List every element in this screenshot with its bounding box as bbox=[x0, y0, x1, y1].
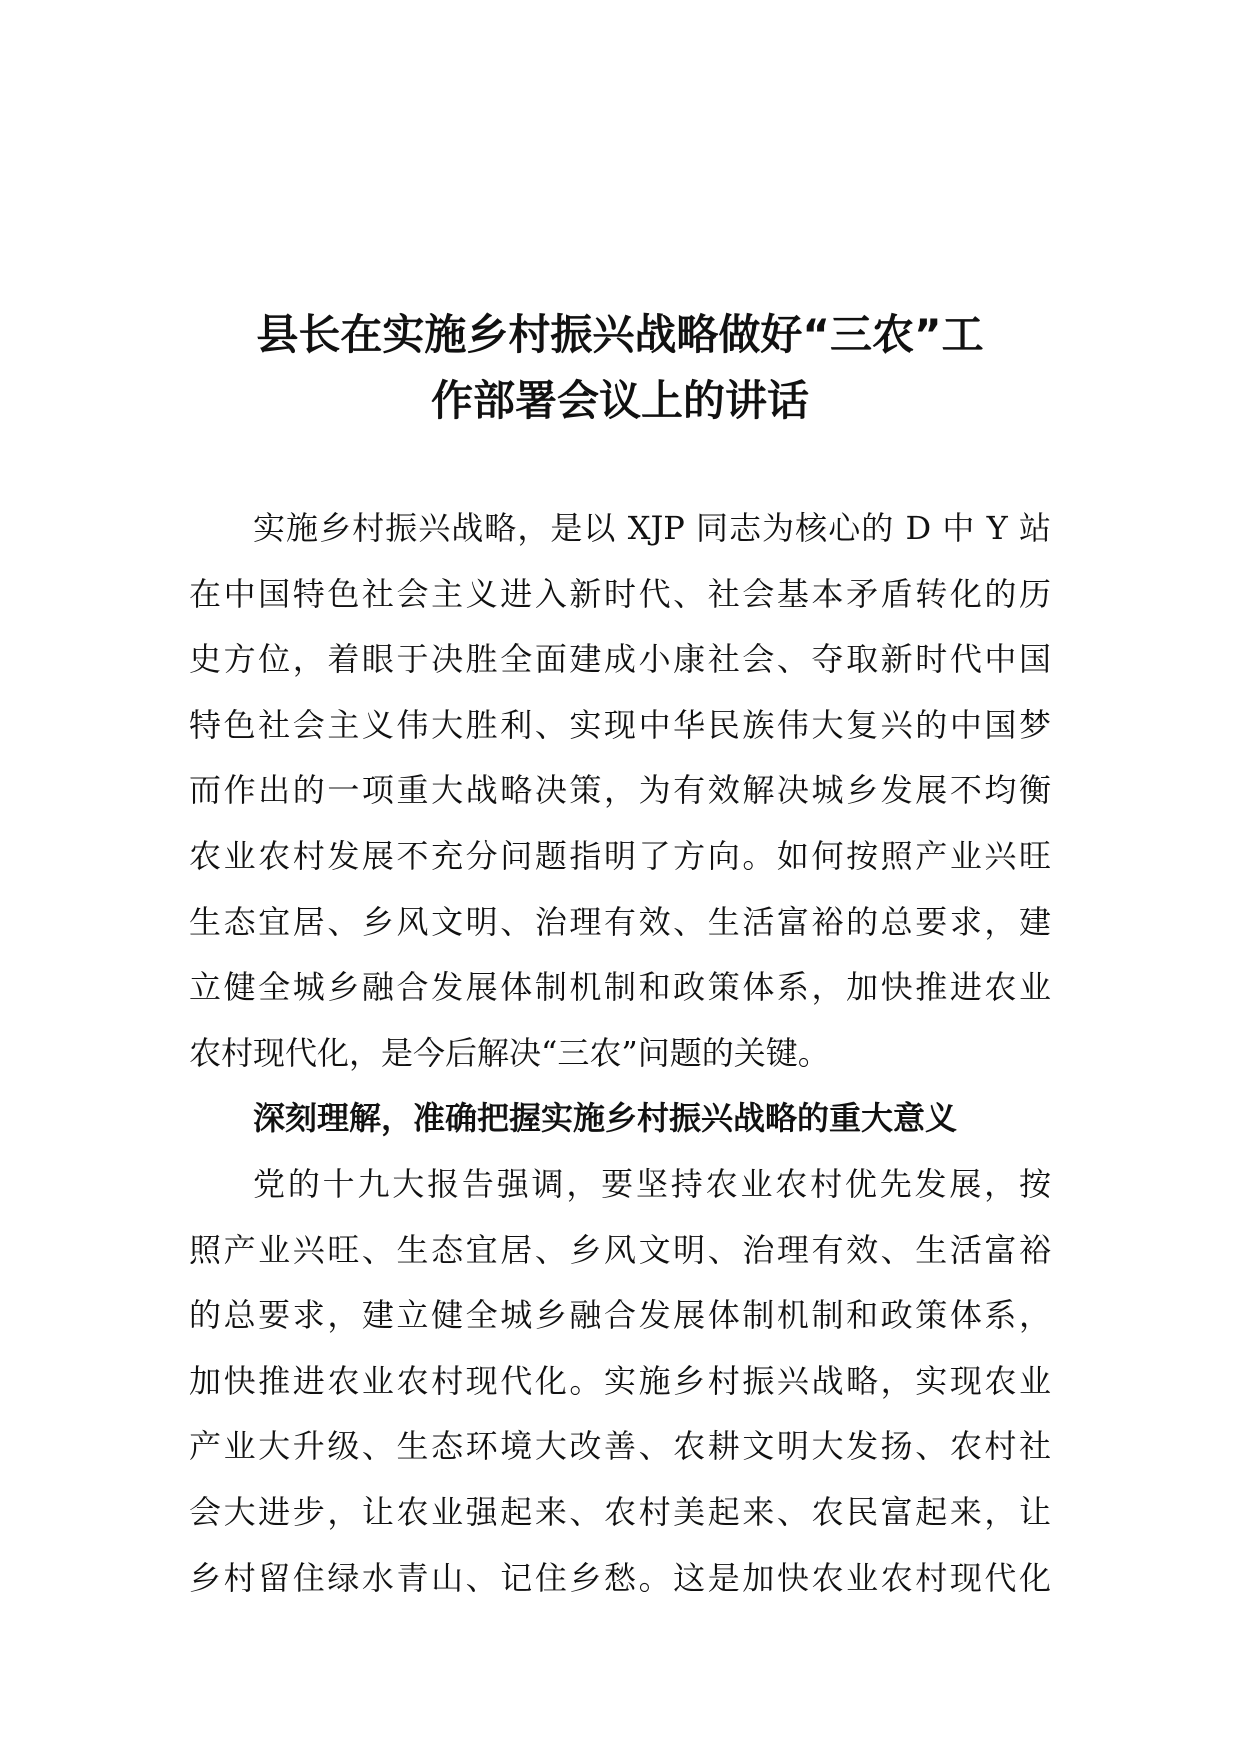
paragraph-line: 的总要求，建立健全城乡融合发展体制机制和政策体系， bbox=[189, 1296, 1051, 1335]
title-line: 县长在实施乡村振兴战略做好“三农”工 bbox=[256, 310, 984, 359]
paragraph-line: 实施乡村振兴战略，是以 XJP 同志为核心的 D 中 Y 站 bbox=[253, 509, 1051, 547]
body-paragraph bbox=[189, 1152, 1051, 1611]
paragraph-line: 立健全城乡融合发展体制机制和政策体系，加快推进农业 bbox=[189, 968, 1051, 1007]
paragraph-line: 生态宜居、乡风文明、治理有效、生活富裕的总要求，建 bbox=[189, 902, 1051, 941]
paragraph-line: 产业大升级、生态环境大改善、农耕文明大发扬、农村社 bbox=[189, 1427, 1051, 1466]
paragraph-line: 会大进步，让农业强起来、农村美起来、农民富起来，让 bbox=[189, 1492, 1051, 1531]
document-body bbox=[189, 496, 1051, 1611]
paragraph-line: 史方位，着眼于决胜全面建成小康社会、夺取新时代中国 bbox=[189, 640, 1051, 679]
paragraph-line: 特色社会主义伟大胜利、实现中华民族伟大复兴的中国梦 bbox=[189, 705, 1051, 744]
intro-paragraph bbox=[189, 496, 1051, 1086]
paragraph-line: 在中国特色社会主义进入新时代、社会基本矛盾转化的历 bbox=[189, 574, 1051, 613]
document-title bbox=[170, 302, 1070, 434]
title-line: 作部署会议上的讲话 bbox=[430, 376, 809, 425]
paragraph-line: 照产业兴旺、生态宜居、乡风文明、治理有效、生活富裕 bbox=[189, 1230, 1051, 1269]
section-heading: 深刻理解，准确把握实施乡村振兴战略的重大意义 bbox=[253, 1099, 958, 1138]
paragraph-line: 党的十九大报告强调，要坚持农业农村优先发展，按 bbox=[253, 1164, 1051, 1203]
paragraph-line: 农业农村发展不充分问题指明了方向。如何按照产业兴旺 bbox=[189, 836, 1051, 875]
paragraph-line: 加快推进农业农村现代化。实施乡村振兴战略，实现农业 bbox=[189, 1361, 1051, 1400]
paragraph-line: 农村现代化，是今后解决“三农”问题的关键。 bbox=[189, 1033, 830, 1072]
paragraph-line: 乡村留住绿水青山、记住乡愁。这是加快农业农村现代化 bbox=[189, 1558, 1051, 1597]
paragraph-line: 而作出的一项重大战略决策，为有效解决城乡发展不均衡 bbox=[189, 771, 1051, 810]
